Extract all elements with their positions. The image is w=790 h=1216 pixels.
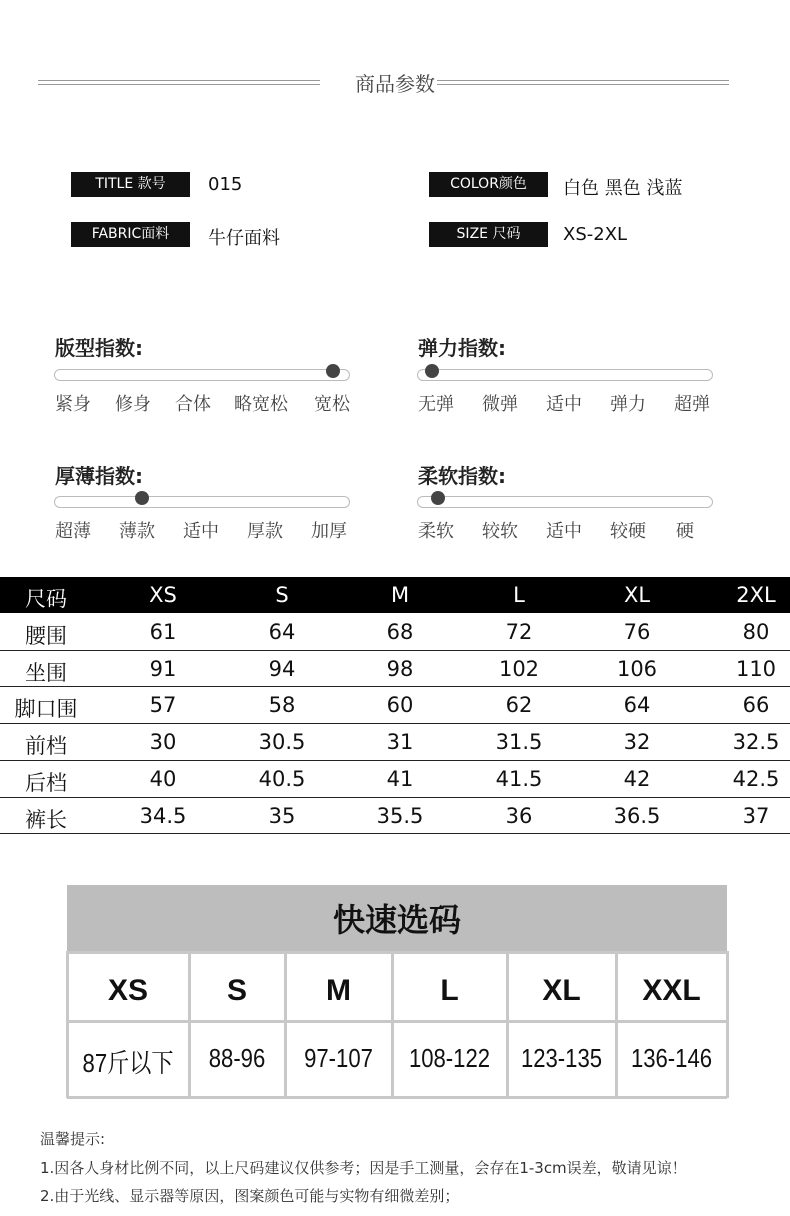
size-table-cell: 36.5 <box>613 803 661 828</box>
size-table-row-label: 后档 <box>25 770 67 795</box>
size-table-cell: 31 <box>386 730 414 755</box>
size-table-header-cell: XS <box>149 583 177 607</box>
softness-label: 硬 <box>676 521 694 542</box>
size-table-cell: 91 <box>149 656 177 681</box>
quick-select-range: 136-146 <box>630 1043 713 1073</box>
size-table-cell: 66 <box>742 693 770 718</box>
quick-select-row-divider <box>67 1020 727 1023</box>
quick-select-range: 97-107 <box>304 1043 373 1073</box>
size-table-cell: 61 <box>149 620 177 644</box>
fabric-tag: FABRIC面料 <box>71 222 190 247</box>
size-table-row-divider <box>0 650 790 651</box>
size-table-header-cell: 2XL <box>736 583 776 607</box>
softness-index-title: 柔软指数: <box>418 464 506 488</box>
size-table-cell: 76 <box>623 620 651 644</box>
thickness-index-track <box>54 496 350 508</box>
quick-select-size: L <box>440 974 459 1007</box>
size-table-row-divider <box>0 686 790 687</box>
thickness-index-title: 厚薄指数: <box>55 464 143 488</box>
size-table-cell: 110 <box>735 656 777 681</box>
size-table-row-label: 脚口围 <box>14 697 78 722</box>
size-table-cell: 42.5 <box>732 766 780 791</box>
thickness-index-knob <box>135 491 149 505</box>
fit-label: 合体 <box>175 394 211 415</box>
size-table-cell: 64 <box>268 620 296 644</box>
size-table-cell: 41.5 <box>495 766 543 791</box>
softness-index-track <box>417 496 713 508</box>
stretch-index-title: 弹力指数: <box>418 336 506 360</box>
size-table-cell: 62 <box>505 693 533 718</box>
size-table-cell: 36 <box>505 803 533 828</box>
size-table-cell: 32 <box>623 730 651 755</box>
size-table-header-cell: M <box>390 583 410 607</box>
size-table-cell: 41 <box>386 766 414 791</box>
fit-index-title: 版型指数: <box>55 336 143 360</box>
title-value: 015 <box>208 174 243 195</box>
stretch-label: 微弹 <box>482 394 518 415</box>
size-table-row-label: 前档 <box>25 734 67 759</box>
size-table-header-cell: L <box>513 583 525 607</box>
size-table-cell: 40.5 <box>258 766 306 791</box>
color-value: 白色 黑色 浅蓝 <box>563 178 683 199</box>
fit-label: 略宽松 <box>234 394 288 415</box>
section-title: 商品参数 <box>355 72 435 96</box>
quick-select-size: XS <box>107 974 149 1007</box>
size-table-cell: 40 <box>149 766 177 791</box>
tips-title: 温馨提示: <box>40 1130 106 1148</box>
tips-line-2: 2.由于光线、显示器等原因，图案颜色可能与实物有细微差别； <box>40 1187 460 1205</box>
quick-select-range: 88-96 <box>208 1043 266 1073</box>
quick-select-range: 123-135 <box>520 1043 603 1073</box>
fit-index-knob <box>326 364 340 378</box>
thickness-label: 超薄 <box>55 521 91 542</box>
color-tag: COLOR颜色 <box>429 172 548 197</box>
thickness-label: 厚款 <box>247 521 283 542</box>
quick-select-row-divider <box>67 1096 727 1099</box>
size-table-cell: 30.5 <box>258 730 306 755</box>
header-line-right <box>437 80 729 85</box>
quick-select-size: M <box>326 974 351 1007</box>
size-table-row-divider <box>0 797 790 798</box>
size-table-cell: 34.5 <box>139 803 187 828</box>
size-table-row-divider <box>0 833 790 834</box>
size-table-header-cell: S <box>275 583 289 607</box>
size-table-cell: 57 <box>149 693 177 718</box>
title-tag: TITLE 款号 <box>71 172 190 197</box>
size-table-row-divider <box>0 723 790 724</box>
size-table-cell: 31.5 <box>495 730 543 755</box>
fit-index-track <box>54 369 350 381</box>
size-table-cell: 64 <box>623 693 651 718</box>
quick-select-size: S <box>226 974 247 1007</box>
fit-label: 紧身 <box>55 394 91 415</box>
size-table-cell: 30 <box>149 730 177 755</box>
size-table-cell: 35 <box>268 803 296 828</box>
softness-label: 较硬 <box>610 521 646 542</box>
stretch-label: 超弹 <box>674 394 710 415</box>
quick-select-row-divider <box>67 951 727 954</box>
stretch-label: 弹力 <box>610 394 646 415</box>
header-line-left <box>38 80 320 85</box>
stretch-index-track <box>417 369 713 381</box>
size-table-row-label: 裤长 <box>25 807 67 832</box>
size-value: XS-2XL <box>563 224 628 245</box>
size-table-cell: 42 <box>623 766 651 791</box>
size-table-cell: 35.5 <box>376 803 424 828</box>
quick-select-title: 快速选码 <box>332 901 461 939</box>
stretch-label: 适中 <box>546 394 582 415</box>
size-table-cell: 80 <box>742 620 770 644</box>
size-table-row-label: 坐围 <box>25 660 67 685</box>
size-table-cell: 98 <box>386 656 414 681</box>
size-table-header-cell: XL <box>623 583 651 607</box>
thickness-label: 适中 <box>183 521 219 542</box>
stretch-index-knob <box>425 364 439 378</box>
quick-select-range: 108-122 <box>408 1043 491 1073</box>
thickness-label: 薄款 <box>119 521 155 542</box>
stretch-label: 无弹 <box>418 394 454 415</box>
size-table-row-divider <box>0 760 790 761</box>
size-table-cell: 68 <box>386 620 414 644</box>
quick-select-size: XXL <box>642 974 701 1007</box>
size-table-cell: 37 <box>742 803 770 828</box>
softness-index-knob <box>431 491 445 505</box>
fit-label: 修身 <box>115 394 151 415</box>
quick-select-range: 87斤以下 <box>82 1048 174 1078</box>
size-table-cell: 94 <box>268 656 296 681</box>
size-table-cell: 60 <box>386 693 414 718</box>
size-table-header-cell: 尺码 <box>25 587 67 611</box>
size-table-cell: 58 <box>268 693 296 718</box>
size-table-cell: 72 <box>505 620 533 644</box>
size-table-cell: 32.5 <box>732 730 780 755</box>
size-table-cell: 102 <box>498 656 540 681</box>
size-table-cell: 106 <box>616 656 658 681</box>
softness-label: 适中 <box>546 521 582 542</box>
fabric-value: 牛仔面料 <box>208 228 280 249</box>
quick-select-size: XL <box>542 974 581 1007</box>
softness-label: 较软 <box>482 521 518 542</box>
softness-label: 柔软 <box>418 521 454 542</box>
size-table-row-label: 腰围 <box>25 624 67 648</box>
size-tag: SIZE 尺码 <box>429 222 548 247</box>
fit-label: 宽松 <box>314 394 350 415</box>
tips-line-1: 1.因各人身材比例不同，以上尺码建议仅供参考；因是手工测量，会存在1-3cm误差，敬请见谅！ <box>40 1159 687 1177</box>
thickness-label: 加厚 <box>311 521 347 542</box>
